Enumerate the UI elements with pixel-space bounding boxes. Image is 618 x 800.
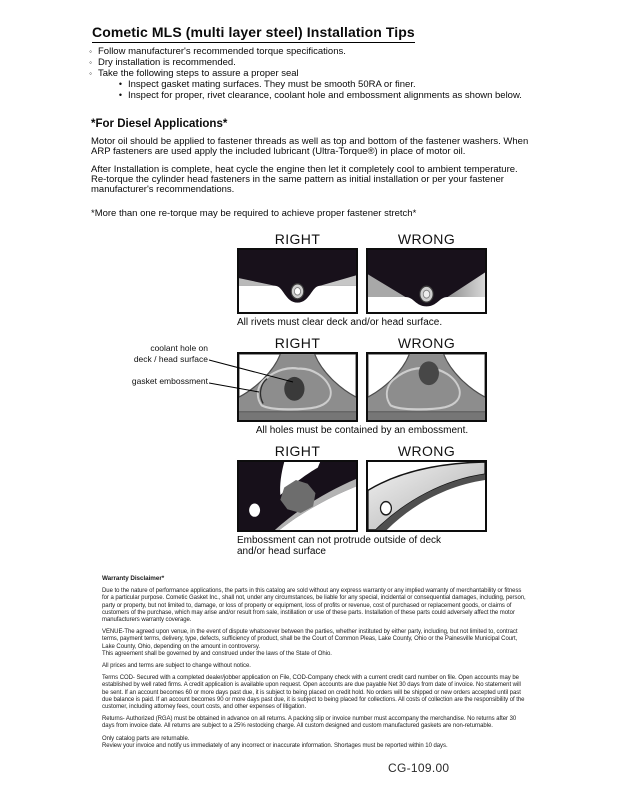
coolant-hole-label-line2: deck / head surface — [133, 354, 208, 364]
rivet-clearance-right-diagram — [237, 248, 358, 314]
row3-caption-line1: Embossment can not protrude outside of deck — [237, 535, 442, 546]
embossment-right-diagram — [237, 460, 358, 532]
row1-labels — [237, 231, 487, 247]
row2-annotations — [96, 343, 208, 387]
legal-paragraph: Returns- Authorized (RGA) must be obtained in advance on all returns. A packing slip or invoice number must accompany the merchandise. No returns after 30 days from invoice date. All returns are subject to a 25% restocking charge. All custom designed and custom manufactured gaskets are non-returnable. — [102, 716, 517, 730]
list-item-text: Follow manufacturer's recommended torque specifications. — [98, 46, 346, 57]
list-item — [87, 46, 557, 57]
coolant-hole-label-line1: coolant hole on — [150, 343, 208, 353]
right-label: RIGHT — [274, 335, 321, 351]
list-item-text: Inspect gasket mating surfaces. They must be smooth 50RA or finer. — [128, 79, 416, 90]
list-item-text: Inspect for proper, rivet clearance, coolant hole and embossment alignments as shown below. — [128, 90, 522, 101]
legal-paragraph: All prices and terms are subject to change without notice. — [102, 663, 251, 670]
diesel-paragraph-1: Motor oil should be applied to fastener threads as well as top and bottom of the fastener washers. When ARP fasteners are used apply the included lubricant (Ultra-Torque®) in place of motor oil. — [91, 136, 529, 157]
embossment-wrong-diagram — [366, 460, 487, 532]
row3-diagrams — [237, 460, 487, 532]
row2-caption: All holes must be contained by an embossment. — [255, 425, 469, 436]
right-label: RIGHT — [274, 443, 321, 459]
open-bullet-icon: ◦ — [89, 69, 92, 78]
legal-venue-text: VENUE-The agreed upon venue, in the event of dispute whatsoever between the parties, whether instituted by either party, including, but not limited to, contract terms, payment terms, delivery, type, defects, sufficiency of product, shall be the Court of Common Pleas, Lake County, Ohio or the Painesville Municipal Court, Lake County, Ohio, depending on the amount in controversy. — [102, 629, 518, 650]
diesel-applications-heading: *For Diesel Applications* — [91, 118, 228, 130]
rivet-clearance-wrong-diagram — [366, 248, 487, 314]
leader-lines — [205, 355, 300, 397]
row2-labels — [237, 335, 487, 351]
legal-section — [102, 575, 526, 755]
coolant-hole-wrong-diagram — [366, 352, 487, 422]
list-item — [87, 68, 557, 79]
installation-tips-list — [87, 46, 557, 101]
row1-caption: All rivets must clear deck and/or head surface. — [237, 317, 443, 328]
legal-paragraph: Terms COD- Secured with a completed dealer/jobber application on File, COD-Company check with a current credit card number on file. Open accounts may be established by well rated firms. A credit application is available upon request. Open accounts are due payable Net 30 days from date of invoice. No statement will be sent. If an account becomes 60 or more days past due, it is subject to being placed on credit hold. No orders will be shipped or new orders accepted until past due balance is paid. If an account becomes 90 or more days past due, it is subject to being placed for collections. All costs of collection are the responsibility of the customer, including attorney fees, court costs, and other expenses of litigation. — [102, 675, 525, 711]
list-item — [87, 90, 557, 101]
filled-bullet-icon: • — [118, 90, 123, 100]
legal-review-invoice-text: Review your invoice and notify us immediately of any incorrect or inaccurate information. Shortages must be reported within 10 days. — [102, 742, 448, 749]
open-bullet-icon: ◦ — [89, 58, 92, 67]
diagram-section — [237, 231, 487, 564]
filled-bullet-icon: • — [118, 79, 123, 89]
list-item — [87, 79, 557, 90]
row3-labels — [237, 443, 487, 459]
wrong-label: WRONG — [397, 443, 456, 459]
list-item-text: Dry installation is recommended. — [98, 57, 236, 68]
right-label: RIGHT — [274, 231, 321, 247]
gasket-embossment-label: gasket embossment — [131, 376, 208, 386]
row3-caption-line2: and/or head surface — [237, 546, 326, 557]
row1-diagrams — [237, 248, 487, 314]
wrong-label: WRONG — [397, 231, 456, 247]
row3-caption — [237, 535, 487, 557]
warranty-disclaimer-heading: Warranty Disclaimer* — [102, 575, 165, 582]
list-item — [87, 57, 557, 68]
page-number: CG-109.00 — [388, 761, 450, 775]
retorque-note: *More than one re-torque may be required to achieve proper fastener stretch* — [91, 208, 417, 219]
legal-returnable-text: Only catalog parts are returnable. — [102, 735, 190, 742]
list-item-text: Take the following steps to assure a proper seal — [98, 68, 299, 79]
legal-paragraph: Due to the nature of performance applications, the parts in this catalog are sold without any express warranty or any implied warranty of merchantability or fitness for a particular purpose. Cometic Gasket Inc., shall not, under any circumstances, be liable for any special, incidental or consequential damages, including, person, party or property, but not limited to, damage, or loss of property or equipment, loss of profits or revenue, cost of purchased or replacement goods, or claims of customers of the purchase, which may arise and/or result from sale, instillation or use of these parts. Installation of these parts could adversely affect the motor manufacturers warranty coverage. — [102, 588, 526, 624]
wrong-label: WRONG — [397, 335, 456, 351]
page-title: Cometic MLS (multi layer steel) Installation Tips — [92, 24, 415, 43]
legal-governing-law-text: This agreement shall be governed by and construed under the laws of the State of Ohio. — [102, 650, 332, 657]
open-bullet-icon: ◦ — [89, 47, 92, 56]
diesel-paragraph-2: After Installation is complete, heat cycle the engine then let it completely cool to ambient temperature. Re-torque the cylinder head fasteners in the same pattern as initial installation or per your fastener manufacturer's recommendations. — [91, 164, 518, 195]
